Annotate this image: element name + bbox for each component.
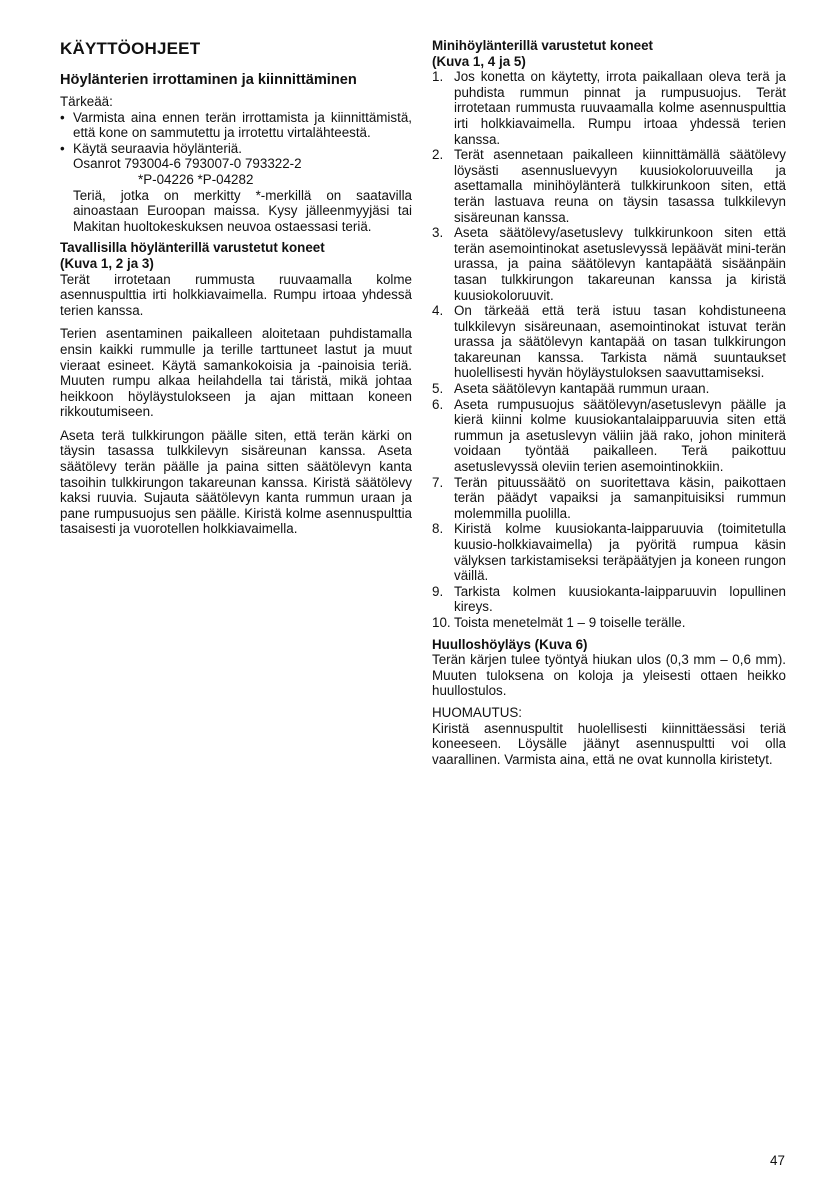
bullet-item [60,141,412,157]
list-item [432,303,786,381]
part-numbers-line: Osanrot 793004-6 793007-0 793322-2 [73,156,302,172]
step-number: 5. [432,381,444,397]
step-text: Terät asennetaan paikalleen kiinnittämällä säätölevy löysästi asennusluevyyn kuusiokoloruuveilla ja asettamalla minihöylänterä tulkkirunkoon siten, että terän lastuava reuna on täysin tasassa tulkkilevyn sisäreunan kanssa. [454,147,786,225]
step-number: 4. [432,303,444,319]
bullet-icon: • [60,109,65,125]
left-column [60,38,412,537]
bullet-icon: • [60,140,65,156]
step-text: Tarkista kolmen kuusiokanta-laipparuuvin lopullinen kireys. [454,583,786,615]
important-label: Tärkeää: [60,94,113,109]
section-heading: Höylänterien irrottaminen ja kiinnittäminen [60,72,357,88]
step-number: 3. [432,225,444,241]
paragraph: Terien asentaminen paikalleen aloitetaan puhdistamalla ensin kaikki rummulle ja terille tarttuneet lastut ja muut vieraat esineet. Käytä samankokoisia ja -painoisia teriä. Muuten rumpu alkaa heilahdella tai täristä, mikä johtaa heikkoon höyläystulokseen ja ajan mittaan koneen rikkoutumiseen. [60,326,412,420]
paragraph: Terät irrotetaan rummusta ruuvaamalla kolme asennuspulttia irti holkkiavaimella. Rumpu irtoaa yhdessä terien kanssa. [60,271,412,318]
step-number: 7. [432,474,444,490]
subsection-heading: Tavallisilla höylänterillä varustetut koneet [60,240,325,256]
list-item [432,69,786,147]
subsection-heading: Huulloshöyläys (Kuva 6) [432,636,588,652]
step-number: 1. [432,69,444,85]
step-text: Aseta rumpusuojus säätölevyn/asetuslevyn päälle ja kierä kiinni kolme kuusiokantalaipparuuvia siten että rummun ja asetuslevyn väliin jää rako, johon miniterä voidaan työntää paikalleen. Terä paikottuu asetuslevyssä oleviin terien asemointinokkiin. [454,396,786,475]
notice-text: Kiristä asennuspultit huolellisesti kiinnittäessäsi teriä koneeseen. Löysälle jäänyt asennuspultti voi olla vaarallinen. Varmista aina, että ne ovat kunnolla kiristetyt. [432,720,786,767]
step-number: 2. [432,147,444,163]
step-text: Toista menetelmät 1 – 9 toiselle terälle. [454,614,686,630]
list-item [432,147,786,225]
part-numbers-line: *P-04226 *P-04282 [138,171,254,187]
steps-list [432,69,786,630]
availability-note: Teriä, jotka on merkitty *-merkillä on saatavilla ainoastaan Euroopan maissa. Kysy jälleenmyyjäsi tai Makitan huoltokeskuksen neuvoa ostaessasi teriä. [73,187,412,234]
step-number: 8. [432,521,444,537]
step-text: Terän pituussäätö on suoritettava käsin, paikottaen terän päädyt vapaiksi ja samanpituisiksi rummun molemmilla puolilla. [454,474,786,521]
page-title: KÄYTTÖOHJEET [60,39,201,58]
list-item [432,475,786,522]
right-column [432,38,786,767]
step-number: 9. [432,583,444,599]
step-text: Kiristä kolme kuusiokanta-laipparuuvia (toimitetulla kuusio-holkkiavaimella) ja pyöritä rumpua käsin välyksen tarkistamiseksi teräpäätyjen ja koneen rungon väillä. [454,521,786,584]
list-item [432,397,786,475]
list-item [432,615,786,631]
list-item [432,381,786,397]
bullet-text: Varmista aina ennen terän irrottamista ja kiinnittämistä, että kone on sammutettu ja irrotettu virtalähteestä. [73,109,412,141]
step-number: 10. [432,614,451,630]
subsection-figure-ref: (Kuva 1, 4 ja 5) [432,53,526,69]
paragraph: Aseta terä tulkkirungon päälle siten, että terän kärki on täysin tasassa tulkkilevyn sisäreunan kanssa. Aseta säätölevy terän päälle ja paina sitten säätölevyn kanta tasoihin tulkkirungon takareunan kanssa. Kiristä säätölevy kaksi ruuvia. Sujauta säätölevyn kanta rummun uraan ja pane rumpusuojus sen päälle. Kiristä kolme asennuspulttia tasaisesti ja vuorotellen holkkiavaimella. [60,427,412,537]
step-text: Aseta säätölevyn kantapää rummun uraan. [454,381,710,397]
step-text: On tärkeää että terä istuu tasan kohdistuneena tulkkilevyn sisäreunaan, asemointinokat istuvat terän urassa ja säätölevyn kantapää on tasan tulkkirungon takareunan kanssa. Tarkista nämä suuntaukset huolellisesti hyvän höyläystuloksen saavuttamiseksi. [454,303,786,381]
list-item [432,584,786,615]
subsection-figure-ref: (Kuva 1, 2 ja 3) [60,255,154,271]
notice-label: HUOMAUTUS: [432,704,523,720]
subsection-heading: Minihöylänterillä varustetut koneet [432,38,653,53]
list-item [432,521,786,583]
step-number: 6. [432,396,444,412]
step-text: Aseta säätölevy/asetuslevy tulkkirunkoon siten että terän asemointinokat asetuslevyssä lepäävät mini-terän urassa, ja paina säätölevyn kantapäätä sisäänpäin tasan tulkkirungon takareunan kanssa ja kiristä kuusiokoloruuvit. [454,225,786,303]
bullet-text: Käytä seuraavia höylänteriä. [73,140,242,156]
list-item [432,225,786,303]
bullet-item [60,110,412,141]
page-number: 47 [770,1153,785,1168]
paragraph: Terän kärjen tulee työntyä hiukan ulos (0,3 mm – 0,6 mm). Muuten tuloksena on koloja ja yleisesti ottaen heikko huullostulos. [432,652,786,699]
step-text: Jos konetta on käytetty, irrota paikallaan oleva terä ja puhdista rummun pinnat ja rumpusuojus. Terät irrotetaan rummusta ruuvaamalla kolme asennuspulttia irti holkkiavaimella. Rumpu irtoaa yhdessä terien kanssa. [454,69,786,147]
